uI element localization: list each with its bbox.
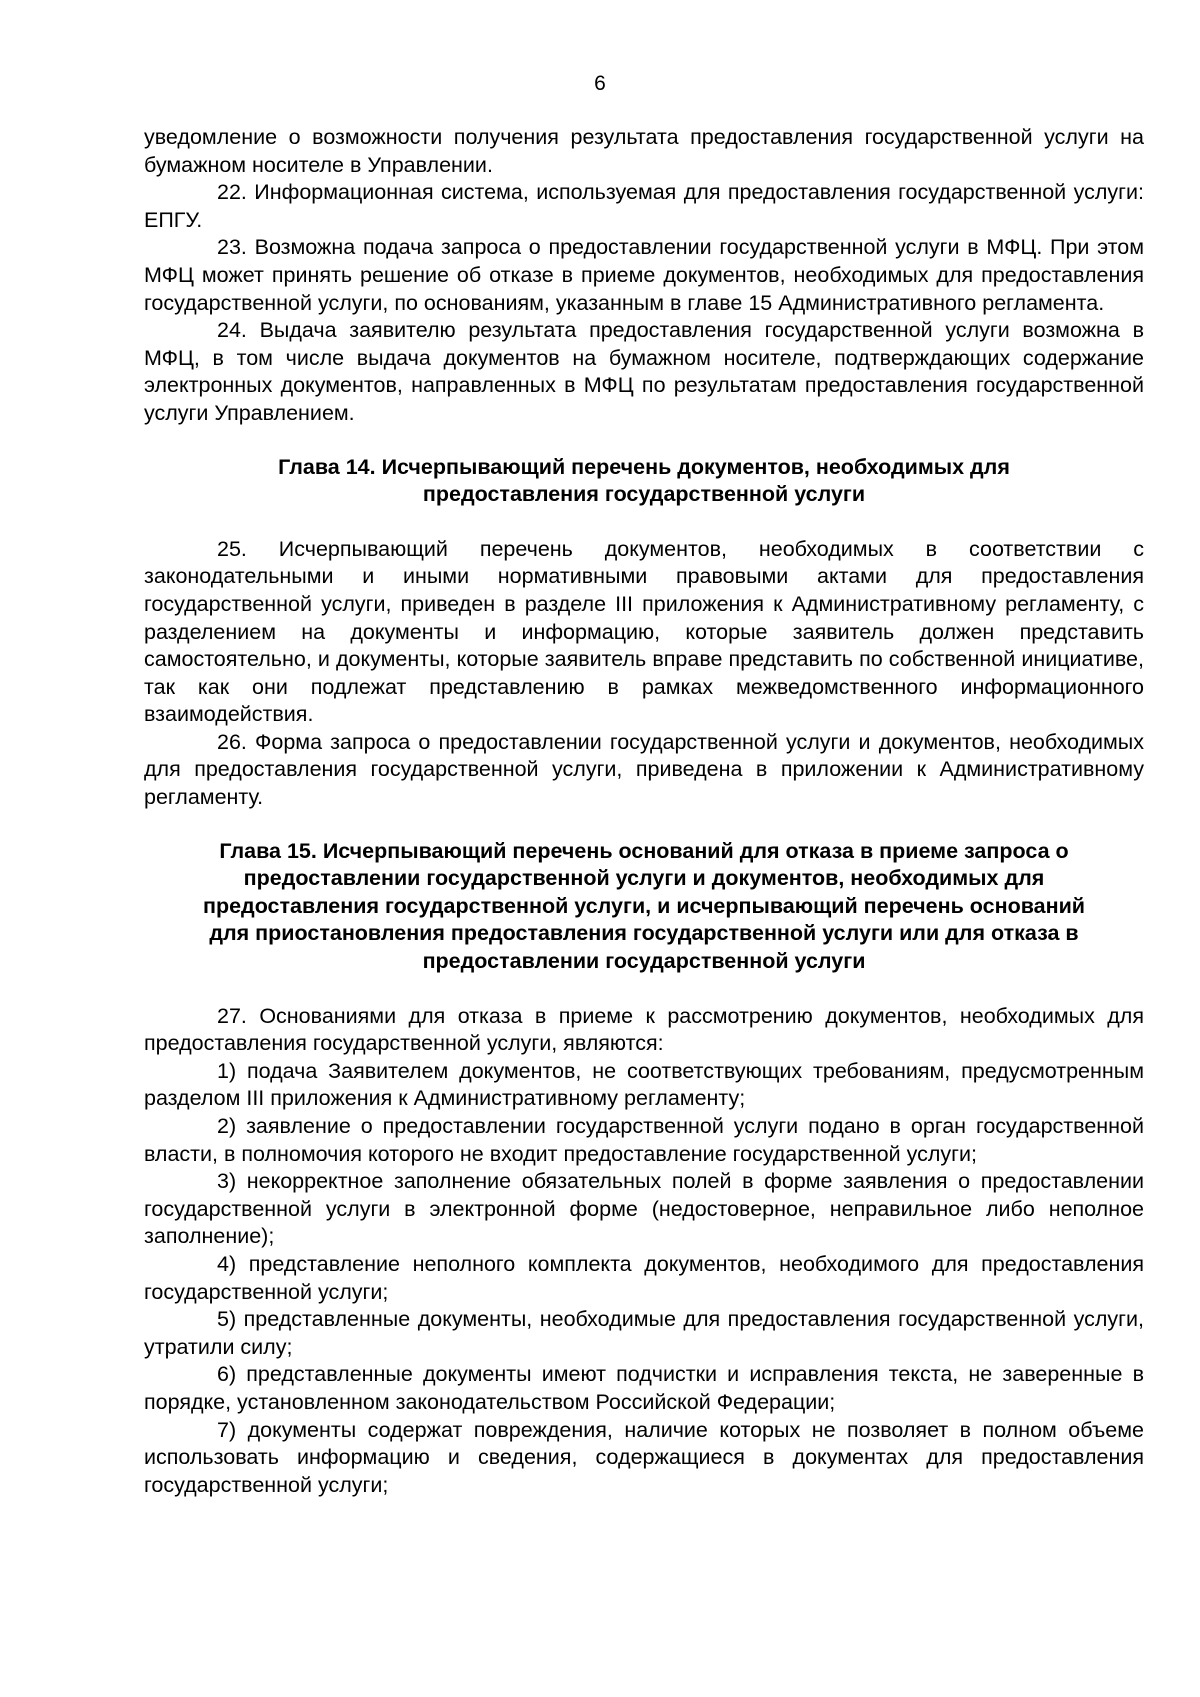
page-number: 6 [594, 72, 606, 95]
list-item: 7) документы содержат повреждения, наличие которых не позволяет в полном объеме использовать информацию и сведения, содержащиеся в документах для предоставления государственной услуги; [144, 1417, 1144, 1497]
paragraph-26: 26. Форма запроса о предоставлении государственной услуги и документов, необходимых для предоставления государственной услуги, приведена в приложении к Административному регламенту. [144, 729, 1144, 810]
page-content [144, 124, 1144, 1499]
heading-line: предоставлении государственной услуги и документов, необходимых для [243, 866, 1045, 891]
heading-line: предоставлении государственной услуги [422, 949, 866, 974]
heading-line: для приостановления предоставления государственной услуги или для отказа в [209, 921, 1079, 946]
paragraph-intro: уведомление о возможности получения результата предоставления государственной услуги на бумажном носителе в Управлении. [144, 125, 1144, 177]
list-item: 5) представленные документы, необходимые для предоставления государственной услуги, утратили силу; [144, 1307, 1144, 1359]
paragraph-24: 24. Выдача заявителю результата предоставления государственной услуги возможна в МФЦ, в том числе выдача документов на бумажном носителе, подтверждающих содержание электронных документов, направленных в МФЦ по результатам предоставления государственной услуги Управлением. [144, 318, 1144, 425]
paragraph-23: 23. Возможна подача запроса о предоставлении государственной услуги в МФЦ. При этом МФЦ может принять решение об отказе в приеме документов, необходимых для предоставления государственной услуги, по основаниям, указанным в главе 15 Административного регламента. [144, 235, 1144, 315]
chapter-15-heading [144, 838, 1144, 976]
paragraph-22: 22. Информационная система, используемая для предоставления государственной услуги: ЕПГУ. [144, 180, 1144, 232]
heading-line: Глава 15. Исчерпывающий перечень оснований для отказа в приеме запроса о [219, 838, 1069, 863]
paragraph-27: 27. Основаниями для отказа в приеме к рассмотрению документов, необходимых для предоставления государственной услуги, являются: [144, 1003, 1144, 1056]
heading-line: предоставления государственной услуги [422, 482, 866, 507]
heading-line: предоставления государственной услуги, и исчерпывающий перечень оснований [202, 893, 1086, 918]
list-item: 1) подача Заявителем документов, не соответствующих требованиям, предусмотренным разделом III приложения к Административному регламенту; [144, 1058, 1144, 1111]
chapter-14-heading [144, 454, 1144, 509]
list-item: 2) заявление о предоставлении государственной услуги подано в орган государственной власти, в полномочия которого не входит предоставление государственной услуги; [144, 1114, 1144, 1166]
list-item: 6) представленные документы имеют подчистки и исправления текста, не заверенные в порядке, установленном законодательством Российской Федерации; [144, 1362, 1144, 1414]
list-item: 3) некорректное заполнение обязательных полей в форме заявления о предоставлении государственной услуги в электронной форме (недостоверное, неправильное либо неполное заполнение); [144, 1169, 1144, 1249]
heading-line: Глава 14. Исчерпывающий перечень документов, необходимых для [278, 454, 1010, 479]
list-item: 4) представление неполного комплекта документов, необходимого для предоставления государственной услуги; [144, 1251, 1144, 1304]
paragraph-25: 25. Исчерпывающий перечень документов, необходимых в соответствии с законодательными и иными нормативными правовыми актами для предоставления государственной услуги, приведен в разделе III приложения к Административному регламенту, с разделением на документы и информацию, которые заявитель должен представить самостоятельно, и документы, которые заявитель вправе представить по собственной инициативе, так как они подлежат представлению в рамках межведомственного информационного взаимодействия. [144, 536, 1144, 727]
